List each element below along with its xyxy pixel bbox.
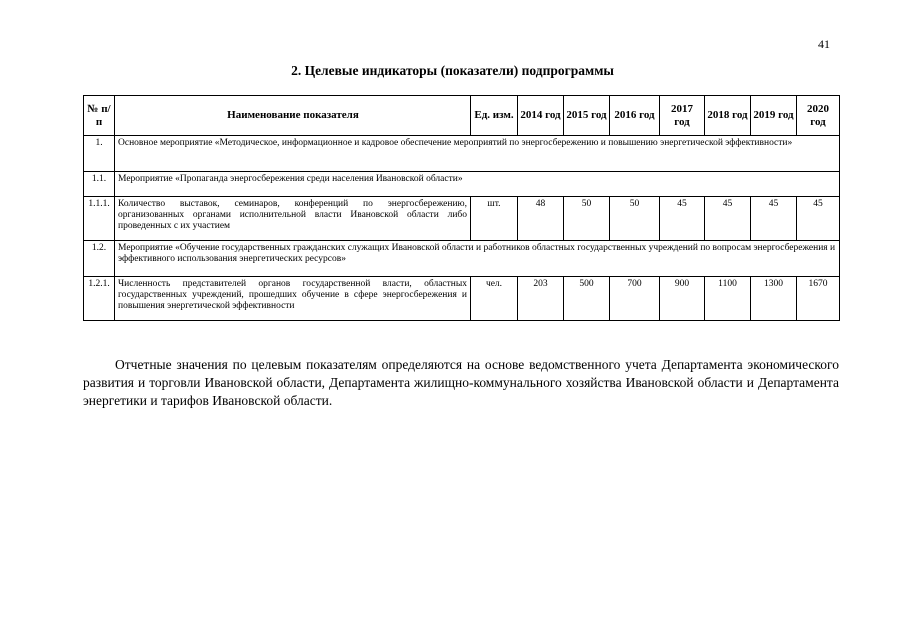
row-value: 1300 (751, 277, 797, 321)
table-row (84, 277, 840, 321)
header-unit: Ед. изм. (471, 96, 518, 136)
table-row (84, 172, 840, 197)
row-value: 500 (564, 277, 610, 321)
header-year: 2020 год (797, 96, 840, 136)
row-value: 203 (518, 277, 564, 321)
row-unit: чел. (471, 277, 518, 321)
row-unit: шт. (471, 197, 518, 241)
header-name: Наименование показателя (115, 96, 471, 136)
row-value: 45 (751, 197, 797, 241)
table-row (84, 136, 840, 172)
row-value: 48 (518, 197, 564, 241)
row-value: 45 (705, 197, 751, 241)
row-value: 1100 (705, 277, 751, 321)
row-num: 1.2.1. (84, 277, 115, 321)
row-value: 700 (610, 277, 660, 321)
table-row (84, 197, 840, 241)
header-year: 2017 год (660, 96, 705, 136)
table-row (84, 241, 840, 277)
header-year: 2018 год (705, 96, 751, 136)
row-value: 45 (660, 197, 705, 241)
table-header-row (84, 96, 840, 136)
row-num: 1.1.1. (84, 197, 115, 241)
section-title: 2. Целевые индикаторы (показатели) подпрограммы (291, 63, 614, 78)
row-text: Мероприятие «Обучение государственных гражданских служащих Ивановской области и работников областных государственных учреждений по вопросам энергосбережения и эффективного использования энергетических ресурсов» (115, 241, 840, 277)
row-value: 1670 (797, 277, 840, 321)
row-num: 1.2. (84, 241, 115, 277)
header-year: 2014 год (518, 96, 564, 136)
reporting-paragraph: Отчетные значения по целевым показателям определяются на основе ведомственного учета Департамента экономического развития и торговли Ивановской области, Департамента жилищно-коммунального хозяйства Ивановской области и Департамента энергетики и тарифов Ивановской области. (83, 357, 839, 408)
row-value: 45 (797, 197, 840, 241)
row-text: Мероприятие «Пропаганда энергосбережения среди населения Ивановской области» (115, 172, 840, 197)
row-value: 50 (610, 197, 660, 241)
row-text: Численность представителей органов государственной власти, областных государственных учреждений, прошедших обучение в сфере энергосбережения и повышения энергетической эффективности (115, 277, 471, 321)
row-num: 1. (84, 136, 115, 172)
row-value: 900 (660, 277, 705, 321)
page-number: 41 (818, 37, 830, 51)
header-year: 2015 год (564, 96, 610, 136)
indicators-table (83, 95, 840, 321)
header-year: 2019 год (751, 96, 797, 136)
header-num: № п/п (84, 96, 115, 136)
row-text: Основное мероприятие «Методическое, информационное и кадровое обеспечение мероприятий по энергосбережению и повышению энергетической эффективности» (115, 136, 840, 172)
row-num: 1.1. (84, 172, 115, 197)
row-value: 50 (564, 197, 610, 241)
row-text: Количество выставок, семинаров, конференций по энергосбережению, организованных органами исполнительной власти Ивановской области либо проведенных с их участием (115, 197, 471, 241)
header-year: 2016 год (610, 96, 660, 136)
